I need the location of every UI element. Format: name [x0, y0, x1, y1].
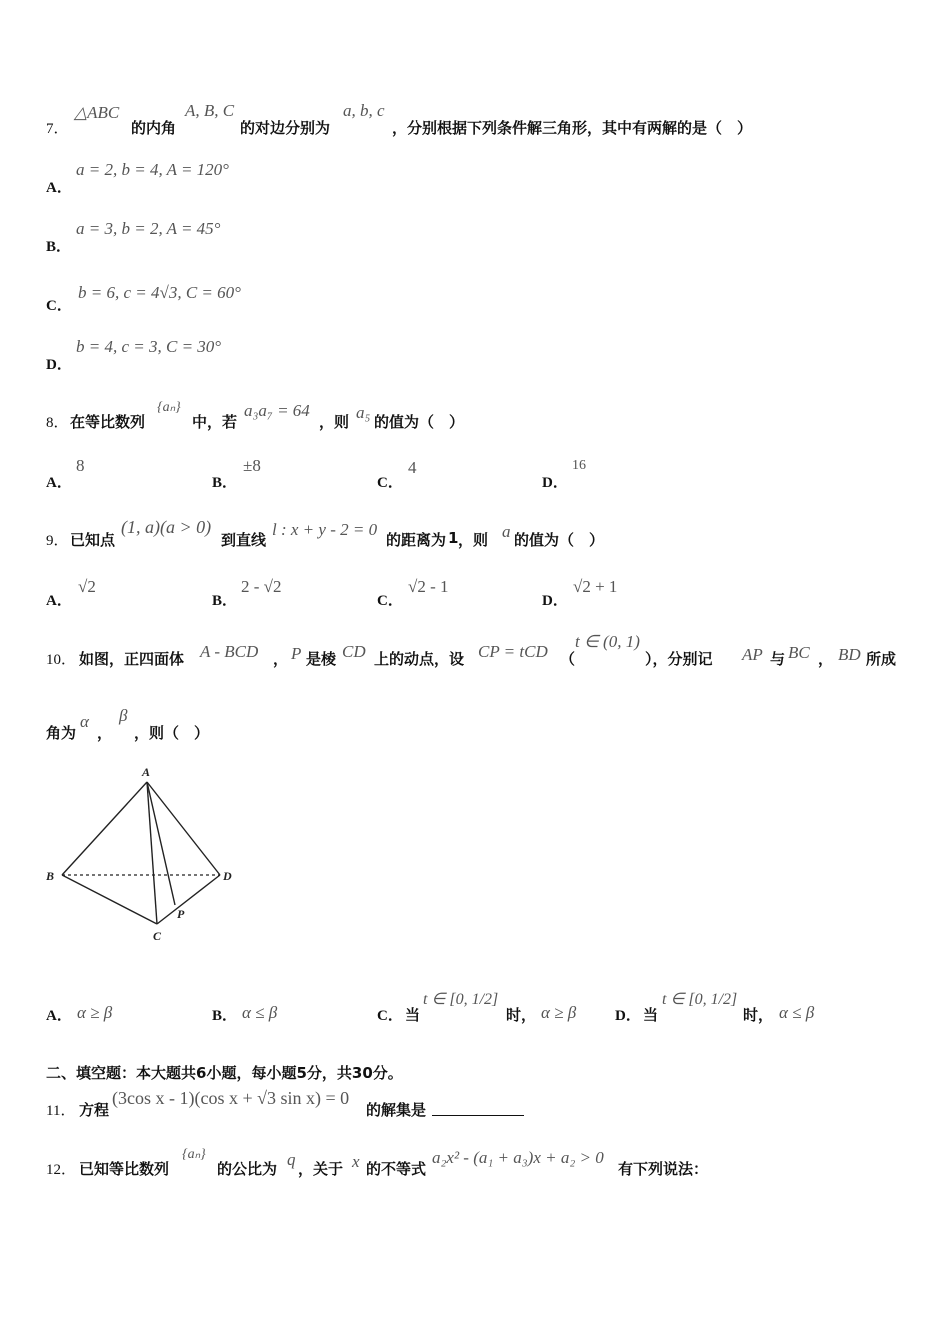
question-text: ，: [818, 650, 834, 668]
math-target: a₅: [356, 403, 371, 422]
math-q: q: [287, 1150, 296, 1169]
option-label: A．: [46, 475, 72, 491]
question-text: 的距离为: [386, 531, 447, 549]
vertex-label-b: B: [46, 869, 55, 883]
option-math: 8: [76, 456, 85, 475]
math-equation: (3cos x - 1)(cos x + √3 sin x) = 0: [112, 1088, 350, 1108]
option-label: D．: [46, 357, 72, 373]
question-text: ，分别根据下列条件解三角形，其中有两解的是（ ）: [392, 119, 753, 137]
question-text: 中，若: [192, 413, 238, 431]
question-text: 的值为（ ）: [514, 531, 605, 549]
option-text: 时，: [506, 1006, 537, 1024]
math-condition: a₃a₇ = 64: [244, 401, 310, 420]
question-text: ，则（ ）: [134, 724, 210, 742]
question-text: 到直线: [221, 531, 267, 549]
option-math: α ≥ β: [541, 1003, 577, 1022]
option-math: √2 - 1: [408, 577, 449, 596]
point-label-p: P: [177, 907, 185, 921]
vertex-label-c: C: [153, 929, 162, 943]
option-label: A．: [46, 180, 72, 196]
math-x: x: [352, 1152, 360, 1171]
option-label: A．: [46, 1008, 72, 1024]
option-label: D．: [542, 593, 568, 609]
math-sides: a, b, c: [343, 101, 385, 120]
question-text: ，: [273, 650, 289, 668]
option-condition: t ∈ [0, 1/2]: [423, 991, 499, 1008]
option-math: α ≥ β: [77, 1003, 113, 1022]
option-label: B．: [212, 475, 238, 491]
option-label: D．: [615, 1008, 641, 1024]
option-text: 当: [643, 1006, 659, 1024]
math-inequality: a₂x² - (a₁ + a₃)x + a₂ > 0: [432, 1148, 604, 1167]
math-alpha: α: [80, 712, 89, 731]
math-bc: BC: [788, 643, 810, 662]
option-math: a = 2, b = 4, A = 120°: [76, 160, 229, 179]
option-math: 4: [408, 458, 417, 477]
option-math: 16: [572, 458, 586, 473]
option-label: A．: [46, 593, 72, 609]
option-math: b = 6, c = 4√3, C = 60°: [78, 283, 241, 302]
math-angles: A, B, C: [185, 101, 235, 120]
math-solid: A - BCD: [200, 642, 259, 661]
question-number: 10．: [46, 652, 77, 668]
section-heading: 二、填空题：本大题共6小题，每小题5分，共30分。: [46, 1064, 403, 1082]
option-math: b = 4, c = 3, C = 30°: [76, 337, 222, 356]
question-text: 在等比数列: [70, 413, 146, 431]
option-math: 2 - √2: [241, 577, 282, 596]
math-var: a: [502, 522, 511, 541]
option-math: a = 3, b = 2, A = 45°: [76, 219, 221, 238]
question-text: ，: [97, 724, 113, 742]
option-label: B．: [212, 1008, 238, 1024]
option-label: D．: [542, 475, 568, 491]
question-text: 与: [770, 650, 786, 668]
math-line: l : x + y - 2 = 0: [272, 520, 378, 539]
math-cp: CP = tCD: [478, 642, 548, 661]
math-beta: β: [119, 706, 128, 725]
option-label: C．: [46, 298, 72, 314]
math-triangle: △ABC: [74, 103, 120, 122]
question-text: 的解集是: [366, 1101, 427, 1119]
question-text: 1: [448, 529, 459, 547]
option-math: α ≤ β: [242, 1003, 278, 1022]
question-text: ，则: [319, 413, 350, 431]
question-text: 上的动点，设: [374, 650, 465, 668]
option-label: C．: [377, 475, 403, 491]
question-text: 已知等比数列: [79, 1160, 170, 1178]
question-number: 7．: [46, 121, 69, 137]
question-number: 8．: [46, 415, 69, 431]
option-condition: t ∈ [0, 1/2]: [662, 991, 738, 1008]
question-text: ），分别记: [645, 650, 713, 668]
question-number: 12．: [46, 1162, 77, 1178]
option-math: ±8: [243, 456, 261, 475]
math-sequence: {aₙ}: [182, 1147, 206, 1162]
math-range: t ∈ (0, 1): [575, 632, 640, 651]
option-text: 时，: [743, 1006, 774, 1024]
question-text: 已知点: [70, 531, 116, 549]
question-text: 有下列说法：: [618, 1160, 709, 1178]
tetrahedron-figure: [46, 762, 242, 946]
vertex-label-d: D: [223, 869, 232, 883]
question-text: ，则: [458, 531, 489, 549]
figure-background: [46, 762, 242, 946]
math-p: P: [291, 644, 302, 663]
question-text: 的公比为: [217, 1160, 278, 1178]
vertex-label-a: A: [142, 765, 151, 779]
question-text: 的内角: [131, 119, 177, 137]
math-bd: BD: [838, 645, 861, 664]
question-text: 的对边分别为: [240, 119, 331, 137]
question-text: 是棱: [306, 650, 337, 668]
question-text: 的值为（ ）: [374, 413, 465, 431]
question-text: 的不等式: [366, 1160, 427, 1178]
option-math: √2: [78, 577, 96, 596]
answer-blank[interactable]: [432, 1101, 524, 1116]
question-text: 角为: [46, 724, 77, 742]
option-label: B．: [46, 239, 72, 255]
question-text: 所成: [866, 650, 897, 668]
math-point: (1, a)(a > 0): [121, 517, 212, 537]
question-text: ，关于: [298, 1160, 344, 1178]
question-number: 11．: [46, 1103, 76, 1119]
question-number: 9．: [46, 533, 69, 549]
question-text: 方程: [79, 1101, 110, 1119]
option-label: C．: [377, 593, 403, 609]
question-text: 如图，正四面体: [79, 650, 185, 668]
math-ap: AP: [742, 645, 763, 664]
option-label: B．: [212, 593, 238, 609]
option-math: √2 + 1: [573, 577, 618, 596]
question-text: （: [560, 650, 576, 668]
option-text: 当: [405, 1006, 421, 1024]
option-label: C．: [377, 1008, 403, 1024]
math-cd: CD: [342, 642, 366, 661]
math-sequence: {aₙ}: [157, 400, 181, 415]
option-math: α ≤ β: [779, 1003, 815, 1022]
